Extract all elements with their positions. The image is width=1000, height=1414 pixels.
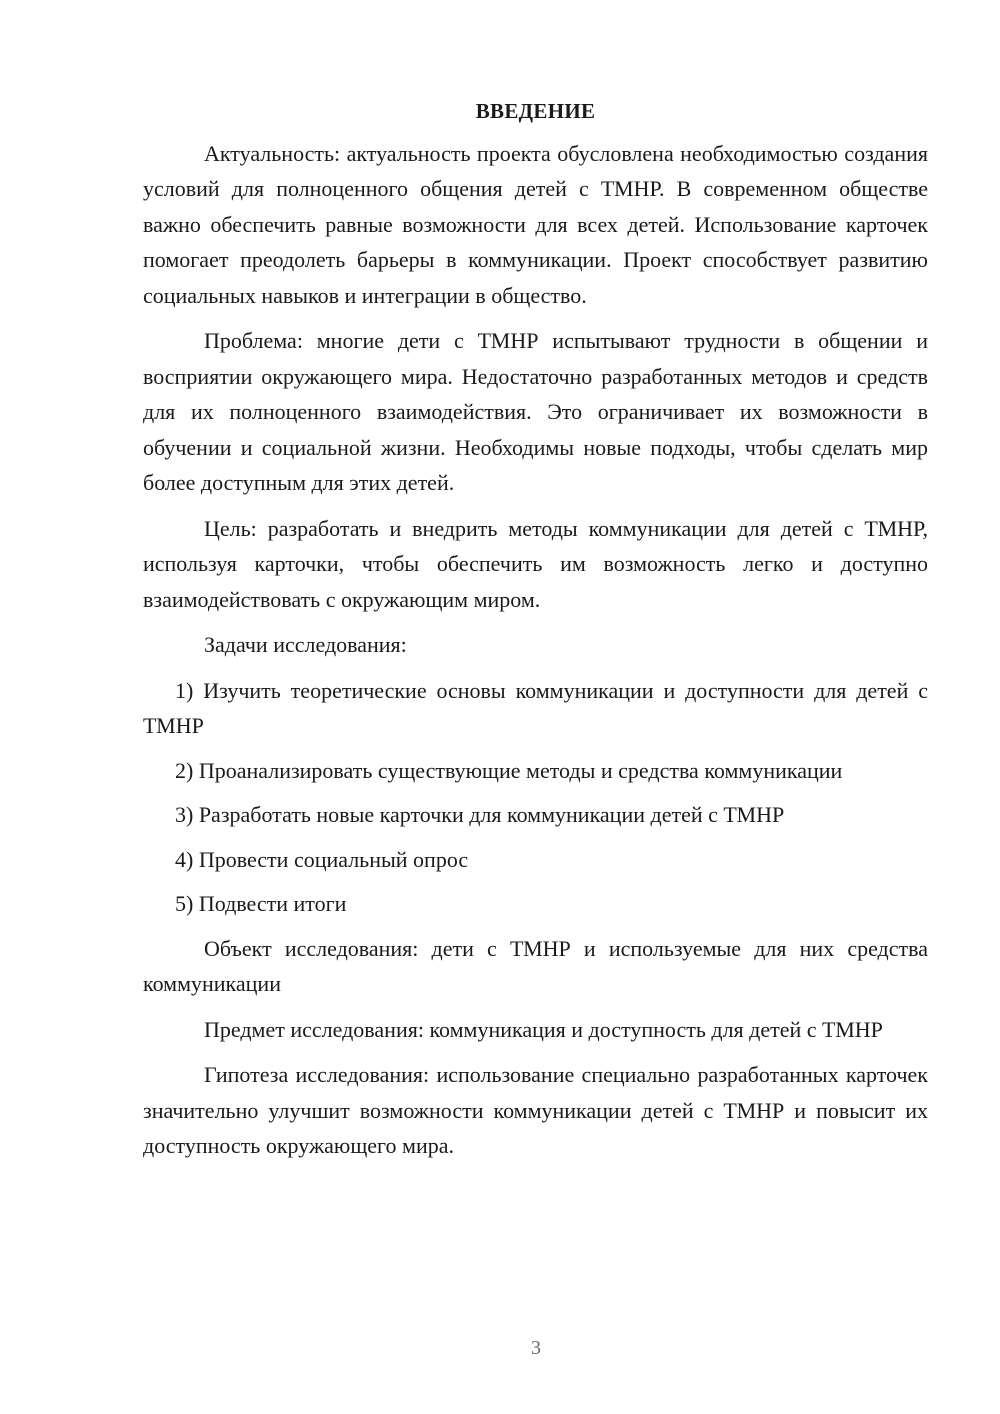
- task-item-1: 1) Изучить теоретические основы коммуникации и доступности для детей с ТМНР: [143, 677, 928, 738]
- paragraph-goal: Цель: разработать и внедрить методы коммуникации для детей с ТМНР, используя карточки, чтобы обеспечить им возможность легко и доступно взаимодействовать с окружающим миром.: [143, 515, 928, 612]
- task-item-5: 5) Подвести итоги: [175, 891, 347, 916]
- page-number: 3: [531, 1337, 541, 1359]
- page-content: [143, 94, 928, 1174]
- task-item-3: 3) Разработать новые карточки для коммуникации детей с ТМНР: [175, 802, 785, 827]
- paragraph-relevance: Актуальность: актуальность проекта обусловлена необходимостью создания условий для полноценного общения детей с ТМНР. В современном обществе важно обеспечить равные возможности для всех детей. Использование карточек помогает преодолеть барьеры в коммуникации. Проект способствует развитию социальных навыков и интеграции в общество.: [143, 140, 928, 308]
- task-item-2: 2) Проанализировать существующие методы и средства коммуникации: [175, 757, 843, 783]
- paragraph-subject: Предмет исследования: коммуникация и доступность для детей с ТМНР: [204, 1016, 883, 1042]
- page-title: ВВЕДЕНИЕ: [475, 99, 596, 123]
- task-item-4: 4) Провести социальный опрос: [175, 846, 469, 872]
- tasks-heading: Задачи исследования:: [204, 632, 407, 657]
- paragraph-hypothesis: Гипотеза исследования: использование специально разработанных карточек значительно улучшит возможности коммуникации детей с ТМНР и повысит их доступность окружающего мира.: [143, 1062, 928, 1158]
- paragraph-object: Объект исследования: дети с ТМНР и используемые для них средства коммуникации: [143, 935, 928, 996]
- paragraph-problem: Проблема: многие дети с ТМНР испытывают трудности в общении и восприятии окружающего мира. Недостаточно разработанных методов и средств для их полноценного взаимодействия. Это ограничивает их возможности в обучении и социальной жизни. Необходимы новые подходы, чтобы сделать мир более доступным для этих детей.: [143, 328, 928, 495]
